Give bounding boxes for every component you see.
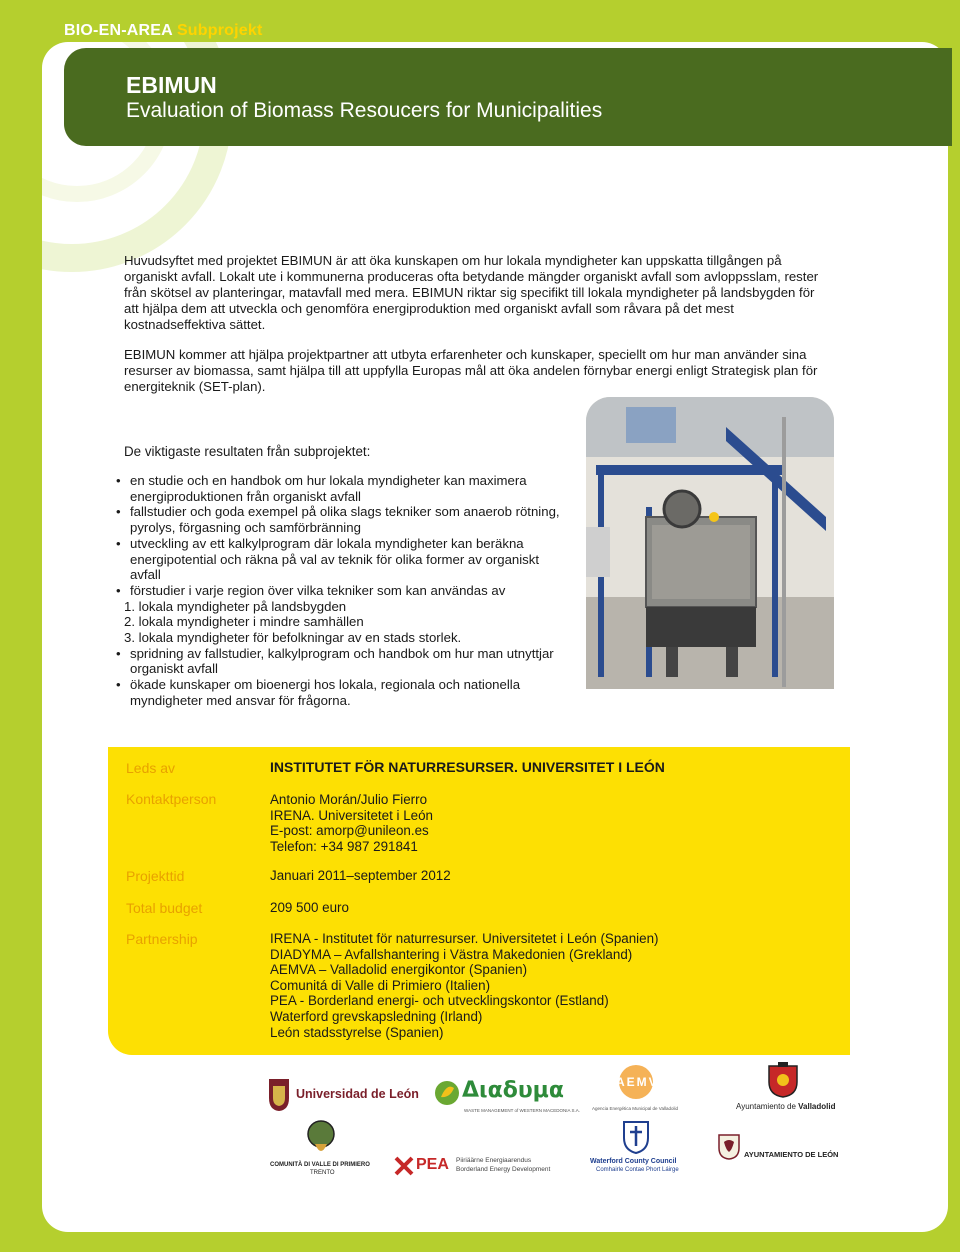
- intro-paragraph: Huvudsyftet med projektet EBIMUN är att öka kunskapen om hur lokala myndigheter kan uppskatta tillgången på organiskt avfall. Lokalt ute i kommunerna produceras ofta betydande mängder organiskt avfall som avloppsslam, rester från skötsel av planteringar, matavfall med mera. EBIMUN riktar sig specifikt till lokala myndigheter på landsbygden för att hjälpa dem att utveckla och genomföra energiproduktion med organiskt avfall som råvara på det mest kostnadseffektiva sättet.: [124, 253, 819, 332]
- leon-univ-name: Universidad de León: [296, 1087, 419, 1101]
- photo-illustration: [586, 397, 834, 689]
- pea-name: PEA: [416, 1156, 449, 1173]
- project-area-label: BIO-EN-AREA: [64, 22, 173, 39]
- contact-line: IRENA. Universitetet i León: [270, 807, 433, 823]
- intro-section: [124, 253, 824, 409]
- pea-subtitle-2: Borderland Energy Development: [456, 1166, 551, 1173]
- partner-item: Comunitá di Valle di Primiero (Italien): [270, 977, 491, 993]
- contact-line: Antonio Morán/Julio Fierro: [270, 792, 428, 807]
- waterford-name: Waterford County Council: [590, 1158, 677, 1165]
- partner-item: PEA - Borderland energi- och utvecklingskontor (Estland): [270, 993, 609, 1009]
- diadyma-leaf-icon: [434, 1080, 460, 1106]
- partner-item: DIADYMA – Avfallshantering i Västra Makedonien (Grekland): [270, 946, 633, 962]
- diadyma-logo: [432, 1072, 581, 1122]
- valladolid-name: Valladolid: [798, 1102, 836, 1111]
- diadyma-subtitle: WASTE MANAGEMENT of WESTERN MACEDONIA S.A.: [464, 1108, 581, 1113]
- project-full-title: Evaluation of Biomass Resoucers for Municipalities: [126, 99, 603, 122]
- numbered-item: 3. lokala myndigheter för befolkningar av en stads storlek.: [124, 630, 462, 646]
- aemva-subtitle: Agencia Energética Municipal de Valladolid: [592, 1106, 678, 1111]
- project-acronym: EBIMUN: [126, 72, 217, 98]
- section-header: [64, 22, 263, 40]
- numbered-item: 1. lokala myndigheter på landsbygden: [124, 598, 347, 614]
- aemva-name: AEMVA: [616, 1075, 669, 1089]
- duration-label: Projekttid: [126, 868, 185, 884]
- list-item: • ökade kunskaper om bioenergi hos lokala, regionala och nationella myndigheter med ansvar för frågorna.: [112, 677, 572, 708]
- budget-value: 209 500 euro: [270, 900, 349, 915]
- list-item: • fallstudier och goda exempel på olika slags tekniker som anaerob rötning, pyrolys, förgasning och samförbränning: [112, 504, 572, 535]
- primiero-name: COMUNITÀ DI VALLE DI PRIMIERO: [270, 1162, 370, 1168]
- valladolid-crest-icon: [766, 1062, 800, 1098]
- partnership-label: Partnership: [126, 931, 198, 947]
- leon-crest-icon: [268, 1078, 290, 1112]
- leon-city-crest-icon: [718, 1134, 740, 1160]
- subproject-label: Subprojekt: [176, 22, 263, 39]
- primiero-region: TRENTO: [310, 1170, 335, 1176]
- pea-cross-icon: [394, 1156, 414, 1176]
- universidad-leon-logo: [268, 1074, 419, 1118]
- results-title: De viktigaste resultaten från subprojektet:: [124, 444, 371, 459]
- list-item: • spridning av fallstudier, kalkylprogram och handbok om hur man utnyttjar organiskt avfall: [112, 646, 572, 677]
- results-list: [112, 473, 572, 709]
- contact-value: [270, 792, 433, 854]
- pea-logo: [394, 1154, 574, 1180]
- list-item: • en studie och en handbok om hur lokala myndigheter kan maximera energiproduktionen från organiskt avfall: [112, 473, 572, 504]
- numbered-item: 2. lokala myndigheter i mindre samhällen: [124, 614, 364, 630]
- duration-value: Januari 2011–september 2012: [270, 868, 451, 883]
- partner-item: AEMVA – Valladolid energikontor (Spanien): [270, 962, 528, 978]
- waterford-irish-name: Comhairle Contae Phort Láirge: [596, 1167, 679, 1173]
- valladolid-prefix: Ayuntamiento de: [736, 1102, 796, 1111]
- intro-paragraph: EBIMUN kommer att hjälpa projektpartner att utbyta erfarenheter och kunskaper, speciellt om hur man använder sina resurser av biomassa, samt hjälpa till att uppfylla Europas mål att öka andelen förnybar energi enligt Strategisk plan för energiteknik (SET-plan).: [124, 347, 818, 394]
- primiero-crest-icon: [306, 1120, 336, 1160]
- partners-list: [270, 931, 659, 1040]
- led-by-value: INSTITUTET FÖR NATURRESURSER. UNIVERSITET I LEÓN: [270, 759, 665, 775]
- list-item: • förstudier i varje region över vilka tekniker som kan användas av: [112, 583, 572, 599]
- ayto-leon-name: AYUNTAMIENTO DE LEÓN: [744, 1150, 839, 1159]
- ayuntamiento-leon-logo: [718, 1134, 839, 1168]
- contact-line: E-post: amorp@unileon.es: [270, 823, 429, 839]
- budget-label: Total budget: [126, 900, 203, 916]
- primiero-logo: [268, 1120, 378, 1178]
- valladolid-label: [736, 1102, 835, 1111]
- led-by-label: Leds av: [126, 760, 176, 776]
- diadyma-name: Διαδυμα: [462, 1078, 564, 1103]
- waterford-logo: [590, 1120, 690, 1180]
- aemva-logo: [588, 1064, 698, 1120]
- partner-item: IRENA - Institutet för naturresurser. Universitetet i León (Spanien): [270, 931, 659, 946]
- list-item: • utveckling av ett kalkylprogram där lokala myndigheter kan beräkna energipotential och räkna på val av teknik för olika former av organiskt avfall: [112, 536, 572, 583]
- pea-subtitle-1: Piiriäärne Energiaarendus: [456, 1157, 532, 1164]
- partner-item: Waterford grevskapsledning (Irland): [270, 1008, 483, 1024]
- valladolid-logo: [734, 1062, 838, 1116]
- project-info-box: [108, 747, 850, 1055]
- partner-item: León stadsstyrelse (Spanien): [270, 1024, 444, 1040]
- contact-line: Telefon: +34 987 291841: [270, 838, 418, 854]
- waterford-crest-icon: [622, 1120, 650, 1154]
- contact-label: Kontaktperson: [126, 791, 217, 807]
- title-banner: [64, 48, 952, 146]
- biomass-plant-photo: [586, 397, 834, 689]
